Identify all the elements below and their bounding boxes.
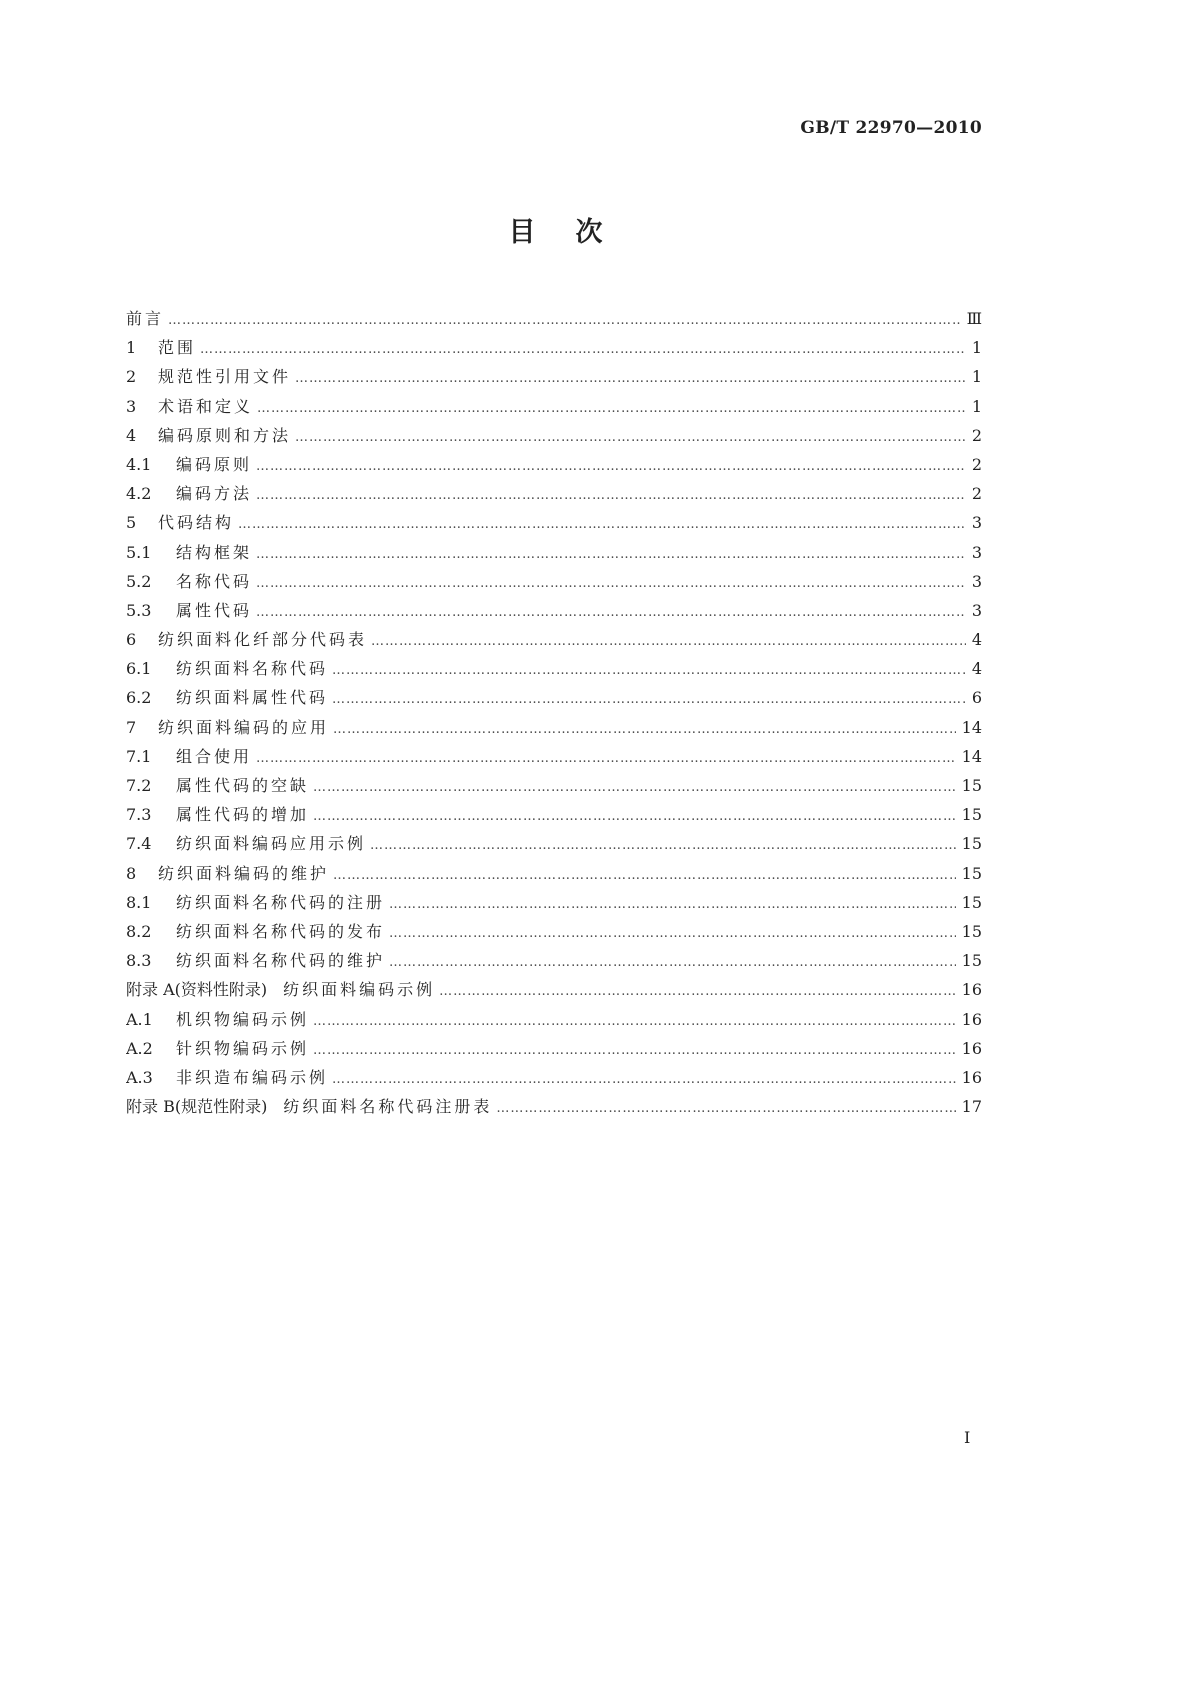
toc-entry[interactable] [126, 567, 982, 596]
dot-leader [257, 394, 966, 421]
toc-entry-page: 15 [961, 863, 982, 883]
toc-entry-label: 属性代码 [176, 600, 253, 620]
dot-leader [439, 977, 955, 1004]
toc-entry-number: 7 [126, 717, 137, 737]
toc-entry-label: 纺织面料编码的维护 [158, 863, 330, 883]
toc-entry[interactable] [126, 333, 982, 362]
toc-entry-page: 2 [971, 454, 982, 474]
toc-entry-number: 1 [126, 338, 137, 358]
toc-entry[interactable] [126, 596, 982, 625]
toc-entry-number: A.2 [126, 1038, 153, 1058]
toc-entry-label: 纺织面料名称代码的注册 [176, 892, 386, 912]
toc-entry-page: 3 [971, 542, 982, 562]
toc-entry-number: 3 [126, 396, 137, 416]
toc-entry-label: 纺织面料编码示例 [283, 980, 436, 1000]
toc-entry-number: 2 [126, 367, 137, 387]
table-of-contents [126, 304, 982, 1121]
toc-entry-page: 1 [971, 338, 982, 358]
toc-entry-number: 7.2 [126, 776, 152, 795]
dot-leader [370, 831, 956, 858]
dot-leader [256, 569, 966, 596]
dot-leader [389, 919, 956, 946]
toc-entry-page: 17 [961, 1097, 982, 1117]
toc-entry-page: 16 [961, 1038, 982, 1058]
standard-code: GB/T 22970—2010 [800, 118, 982, 138]
dot-leader [256, 481, 966, 508]
toc-entry-page: 16 [961, 1009, 982, 1029]
toc-entry-number: 6 [126, 630, 137, 650]
toc-entry-number: 4 [126, 425, 137, 445]
toc-entry-number: 8 [126, 863, 137, 883]
dot-leader [256, 744, 956, 771]
toc-entry[interactable] [126, 946, 982, 975]
toc-entry-label: 纺织面料名称代码的维护 [176, 951, 386, 971]
toc-entry[interactable] [126, 304, 982, 333]
toc-entry-label: 代码结构 [158, 513, 235, 533]
toc-entry-label: 名称代码 [176, 571, 253, 591]
toc-entry[interactable] [126, 829, 982, 858]
toc-entry-number: 附录 B(规范性附录) [126, 1097, 268, 1117]
toc-entry[interactable] [126, 1005, 982, 1034]
toc-entry-page: 2 [971, 425, 982, 445]
toc-entry[interactable] [126, 800, 982, 829]
dot-leader [333, 715, 956, 742]
dot-leader [295, 423, 966, 450]
dot-leader [313, 1036, 956, 1063]
toc-entry-label: 属性代码的空缺 [176, 776, 310, 795]
toc-entry[interactable] [126, 421, 982, 450]
toc-entry[interactable] [126, 362, 982, 391]
toc-entry-label: 前言 [126, 309, 165, 328]
toc-entry-label: 纺织面料名称代码 [176, 659, 329, 679]
toc-entry-page: 4 [971, 659, 982, 679]
dot-leader [332, 685, 966, 712]
toc-entry[interactable] [126, 859, 982, 888]
toc-entry[interactable] [126, 479, 982, 508]
toc-entry-page: 15 [961, 951, 982, 971]
toc-entry-label: 编码原则 [176, 454, 253, 474]
toc-entry-label: 机织物编码示例 [176, 1009, 310, 1029]
toc-entry-number: A.3 [126, 1067, 153, 1087]
toc-entry[interactable] [126, 771, 982, 800]
toc-entry-label: 规范性引用文件 [158, 367, 292, 387]
toc-entry[interactable] [126, 654, 982, 683]
toc-entry-number: 8.3 [126, 951, 152, 971]
toc-entry[interactable] [126, 1063, 982, 1092]
toc-entry-number: 5.3 [126, 600, 152, 620]
toc-entry-number: 7.1 [126, 746, 152, 766]
dot-leader [389, 890, 956, 917]
toc-entry[interactable] [126, 450, 982, 479]
dot-leader [256, 540, 966, 567]
dot-leader [200, 335, 966, 362]
dot-leader [295, 364, 966, 391]
toc-entry-page: 15 [961, 892, 982, 912]
dot-leader [313, 802, 956, 829]
toc-entry-page: 3 [971, 600, 982, 620]
toc-entry-page: 3 [971, 513, 982, 533]
toc-entry-page: 1 [971, 367, 982, 387]
dot-leader [496, 1094, 955, 1121]
toc-entry-number: 4.2 [126, 484, 152, 504]
dot-leader [333, 861, 956, 888]
toc-entry-number: 附录 A(资料性附录) [126, 980, 268, 1000]
dot-leader [371, 627, 966, 654]
toc-entry[interactable] [126, 1034, 982, 1063]
toc-entry-page: 1 [971, 396, 982, 416]
toc-entry-page: 16 [961, 980, 982, 1000]
toc-entry[interactable] [126, 975, 982, 1004]
toc-entry-label: 纺织面料化纤部分代码表 [158, 630, 368, 650]
toc-entry[interactable] [126, 538, 982, 567]
toc-entry-label: 组合使用 [176, 746, 253, 766]
toc-entry-label: 纺织面料属性代码 [176, 688, 329, 708]
toc-entry[interactable] [126, 683, 982, 712]
toc-entry-number: 7.4 [126, 834, 152, 854]
toc-entry-label: 纺织面料编码应用示例 [176, 834, 367, 854]
page-number: I [964, 1428, 971, 1447]
toc-entry[interactable] [126, 392, 982, 421]
toc-entry-number: 5.1 [126, 542, 152, 562]
dot-leader [168, 306, 961, 333]
toc-entry-page: 14 [961, 746, 982, 766]
toc-entry-number: 4.1 [126, 454, 152, 474]
toc-entry-label: 结构框架 [176, 542, 253, 562]
toc-entry-label: 术语和定义 [158, 396, 254, 416]
toc-entry-label: 编码方法 [176, 484, 253, 504]
dot-leader [238, 510, 966, 537]
dot-leader [256, 598, 966, 625]
toc-entry-label: 纺织面料名称代码注册表 [283, 1097, 493, 1117]
toc-entry-page: 15 [961, 921, 982, 941]
toc-entry-page: 15 [961, 805, 982, 825]
toc-entry-number: 7.3 [126, 805, 152, 825]
toc-entry[interactable] [126, 888, 982, 917]
toc-entry-label: 属性代码的增加 [176, 805, 310, 825]
dot-leader [332, 656, 966, 683]
toc-entry[interactable] [126, 1092, 982, 1121]
toc-entry-label: 编码原则和方法 [158, 425, 292, 445]
dot-leader [256, 452, 966, 479]
toc-entry-number: 6.2 [126, 688, 152, 708]
toc-entry-page: Ⅲ [966, 309, 982, 328]
toc-entry-label: 纺织面料编码的应用 [158, 717, 330, 737]
toc-entry-label: 范围 [158, 338, 197, 358]
toc-entry-number: 6.1 [126, 659, 152, 679]
dot-leader [389, 948, 956, 975]
toc-entry-number: A.1 [126, 1009, 153, 1029]
toc-entry-number: 8.1 [126, 892, 152, 912]
toc-entry-label: 针织物编码示例 [176, 1038, 310, 1058]
toc-entry-page: 3 [971, 571, 982, 591]
toc-entry-page: 6 [971, 688, 982, 708]
toc-entry[interactable] [126, 508, 982, 537]
dot-leader [313, 1007, 956, 1034]
toc-entry-page: 16 [961, 1067, 982, 1087]
toc-entry-number: 8.2 [126, 921, 152, 941]
toc-entry-number: 5.2 [126, 571, 152, 591]
toc-entry[interactable] [126, 625, 982, 654]
dot-leader [332, 1065, 956, 1092]
toc-entry-page: 14 [961, 717, 982, 737]
toc-entry[interactable] [126, 742, 982, 771]
toc-entry-page: 2 [971, 484, 982, 504]
toc-entry[interactable] [126, 917, 982, 946]
dot-leader [313, 773, 956, 800]
page-title: 目次 [508, 217, 643, 248]
toc-entry-number: 5 [126, 513, 137, 533]
toc-entry-page: 15 [961, 776, 982, 795]
toc-entry[interactable] [126, 713, 982, 742]
toc-entry-page: 4 [971, 630, 982, 650]
toc-entry-label: 非织造布编码示例 [176, 1067, 329, 1087]
toc-entry-label: 纺织面料名称代码的发布 [176, 921, 386, 941]
toc-entry-page: 15 [961, 834, 982, 854]
